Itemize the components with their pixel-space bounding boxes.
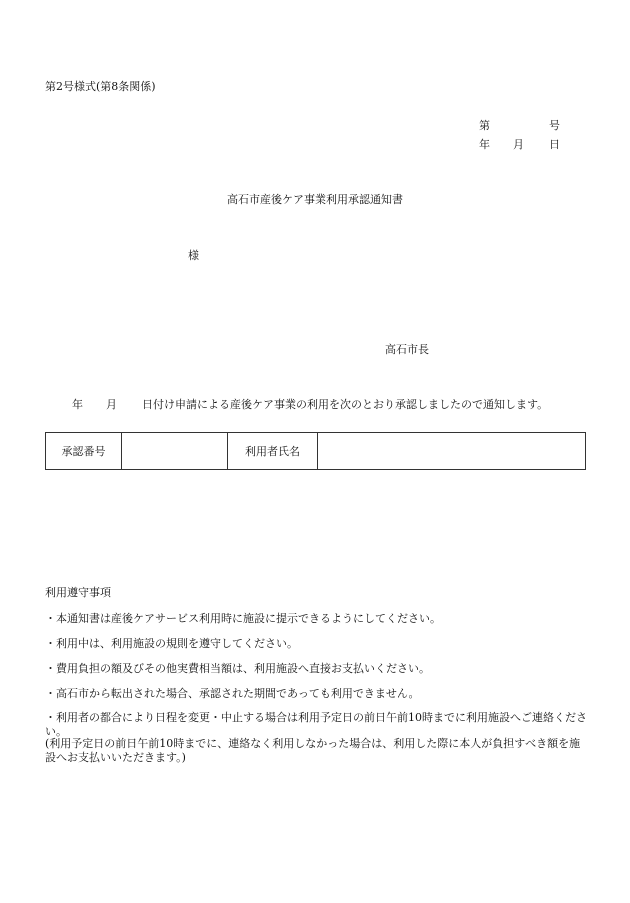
user-name-cell <box>318 433 586 470</box>
approval-number-label: 承認番号 <box>46 433 122 470</box>
date-day-label: 日 <box>549 138 560 151</box>
issuer-name: 高石市長 <box>385 343 429 356</box>
approval-info-table <box>45 432 586 470</box>
document-title: 高石市産後ケア事業利用承認通知書 <box>227 193 403 206</box>
rules-heading: 利用遵守事項 <box>45 586 111 599</box>
addressee-honorific: 様 <box>188 249 199 262</box>
body-month-label: 月 <box>106 398 117 411</box>
table-row <box>46 433 586 470</box>
rule-item: ・本通知書は産後ケアサービス利用時に施設に提示できるようにしてください。 <box>45 612 441 625</box>
body-year-label: 年 <box>72 398 83 411</box>
user-name-label: 利用者氏名 <box>228 433 318 470</box>
document-number-prefix: 第 <box>479 119 490 132</box>
rule-item: ・利用者の都合により日程を変更・中止する場合は利用予定日の前日午前10時までに利用施設へご連絡ください。 <box>45 711 587 738</box>
rule-item: ・費用負担の額及びその他実費相当額は、利用施設へ直接お支払いください。 <box>45 662 430 675</box>
notification-body-text: 日付け申請による産後ケア事業の利用を次のとおり承認しましたので通知します。 <box>142 398 549 411</box>
rule-note: (利用予定日の前日午前10時までに、連絡なく利用しなかった場合は、利用した際に本人が負担すべき額を施設へお支払いいただきます。) <box>45 737 581 764</box>
date-month-label: 月 <box>513 138 524 151</box>
date-year-label: 年 <box>479 138 490 151</box>
rule-item: ・利用中は、利用施設の規則を遵守してください。 <box>45 637 298 650</box>
document-number-suffix: 号 <box>549 119 560 132</box>
form-number-label: 第2号様式(第8条関係) <box>45 80 156 93</box>
rule-item: ・高石市から転出された場合、承認された期間であっても利用できません。 <box>45 687 420 700</box>
approval-number-cell <box>122 433 228 470</box>
